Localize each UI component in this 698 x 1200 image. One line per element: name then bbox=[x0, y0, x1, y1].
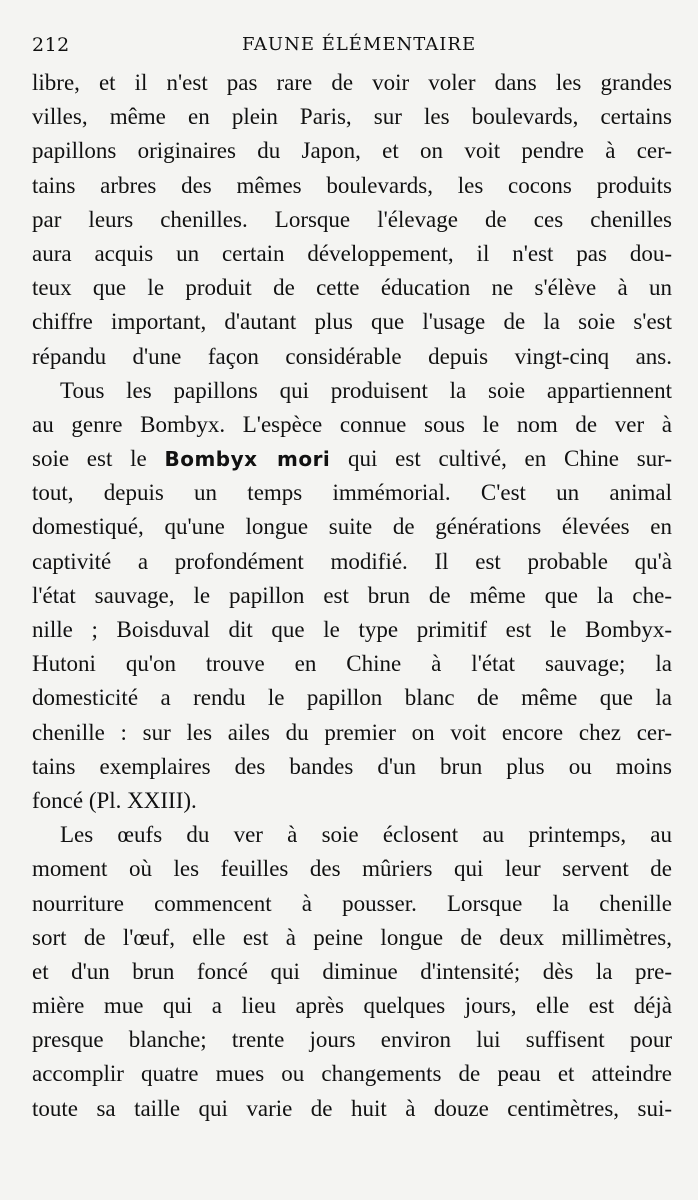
text-line: captivité a profondément modifié. Il est probable qu'à bbox=[32, 548, 672, 574]
text-line: tains arbres des mêmes boulevards, les cocons produits bbox=[32, 172, 672, 198]
text-line: l'état sauvage, le papillon est brun de même que la che- bbox=[32, 582, 672, 608]
text-line: mière mue qui a lieu après quelques jours, elle est déjà bbox=[32, 993, 672, 1019]
text-line: toute sa taille qui varie de huit à douze centimètres, sui- bbox=[32, 1095, 672, 1121]
text-line: nourriture commencent à pousser. Lorsque la chenille bbox=[32, 890, 672, 916]
text-line: accomplir quatre mues ou changements de peau et atteindre bbox=[32, 1061, 672, 1087]
text-line: villes, même en plein Paris, sur les boulevards, certains bbox=[32, 104, 672, 130]
paragraph-2 bbox=[32, 374, 672, 818]
text-line: nille ; Boisduval dit que le type primitif est le Bombyx- bbox=[32, 617, 672, 642]
page-number: 212 bbox=[32, 34, 70, 56]
paragraph-1 bbox=[32, 66, 672, 374]
text-line: sort de l'œuf, elle est à peine longue de deux millimètres, bbox=[32, 924, 672, 950]
text-line: Les œufs du ver à soie éclosent au printemps, au bbox=[60, 822, 672, 848]
text-line: et d'un brun foncé qui diminue d'intensité; dès la pre- bbox=[32, 958, 672, 984]
running-title: FAUNE ÉLÉMENTAIRE bbox=[242, 34, 477, 55]
text-line: aura acquis un certain développement, il n'est pas dou- bbox=[32, 240, 672, 266]
text-line: domestiqué, qu'une longue suite de générations élevées en bbox=[32, 514, 672, 540]
text-line: Hutoni qu'on trouve en Chine à l'état sauvage; la bbox=[32, 651, 672, 677]
text-line: libre, et il n'est pas rare de voir voler dans les grandes bbox=[32, 70, 672, 95]
text-line: papillons originaires du Japon, et on voit pendre à cer- bbox=[32, 138, 672, 164]
text-line: teux que le produit de cette éducation ne s'élève à un bbox=[32, 275, 672, 301]
text-line: presque blanche; trente jours environ lui suffisent pour bbox=[32, 1027, 672, 1053]
text-line: au genre Bombyx. L'espèce connue sous le nom de ver à bbox=[32, 411, 672, 437]
text-line: chenille : sur les ailes du premier on voit encore chez cer- bbox=[32, 719, 672, 745]
text-line: foncé (Pl. XXIII). bbox=[32, 787, 197, 813]
text-line: Tous les papillons qui produisent la soie appartiennent bbox=[60, 377, 672, 403]
text-line: chiffre important, d'autant plus que l'usage de la soie s'est bbox=[32, 309, 672, 335]
running-head bbox=[32, 34, 672, 58]
text-line: moment où les feuilles des mûriers qui leur servent de bbox=[32, 856, 672, 882]
text-fragment: qui est cultivé, en Chine sur- bbox=[330, 446, 673, 472]
text-line-with-species bbox=[32, 442, 672, 476]
text-line: domesticité a rendu le papillon blanc de même que la bbox=[32, 685, 672, 711]
text-line: tout, depuis un temps immémorial. C'est un animal bbox=[32, 480, 672, 506]
text-line: répandu d'une façon considérable depuis vingt-cinq ans. bbox=[32, 343, 672, 369]
text-fragment: soie est le bbox=[32, 446, 165, 472]
text-line: tains exemplaires des bandes d'un brun plus ou moins bbox=[32, 753, 672, 779]
species-name: Bombyx mori bbox=[164, 447, 331, 472]
paragraph-3 bbox=[32, 818, 672, 1126]
body-text bbox=[32, 66, 672, 1126]
text-line: par leurs chenilles. Lorsque l'élevage de ces chenilles bbox=[32, 206, 672, 232]
